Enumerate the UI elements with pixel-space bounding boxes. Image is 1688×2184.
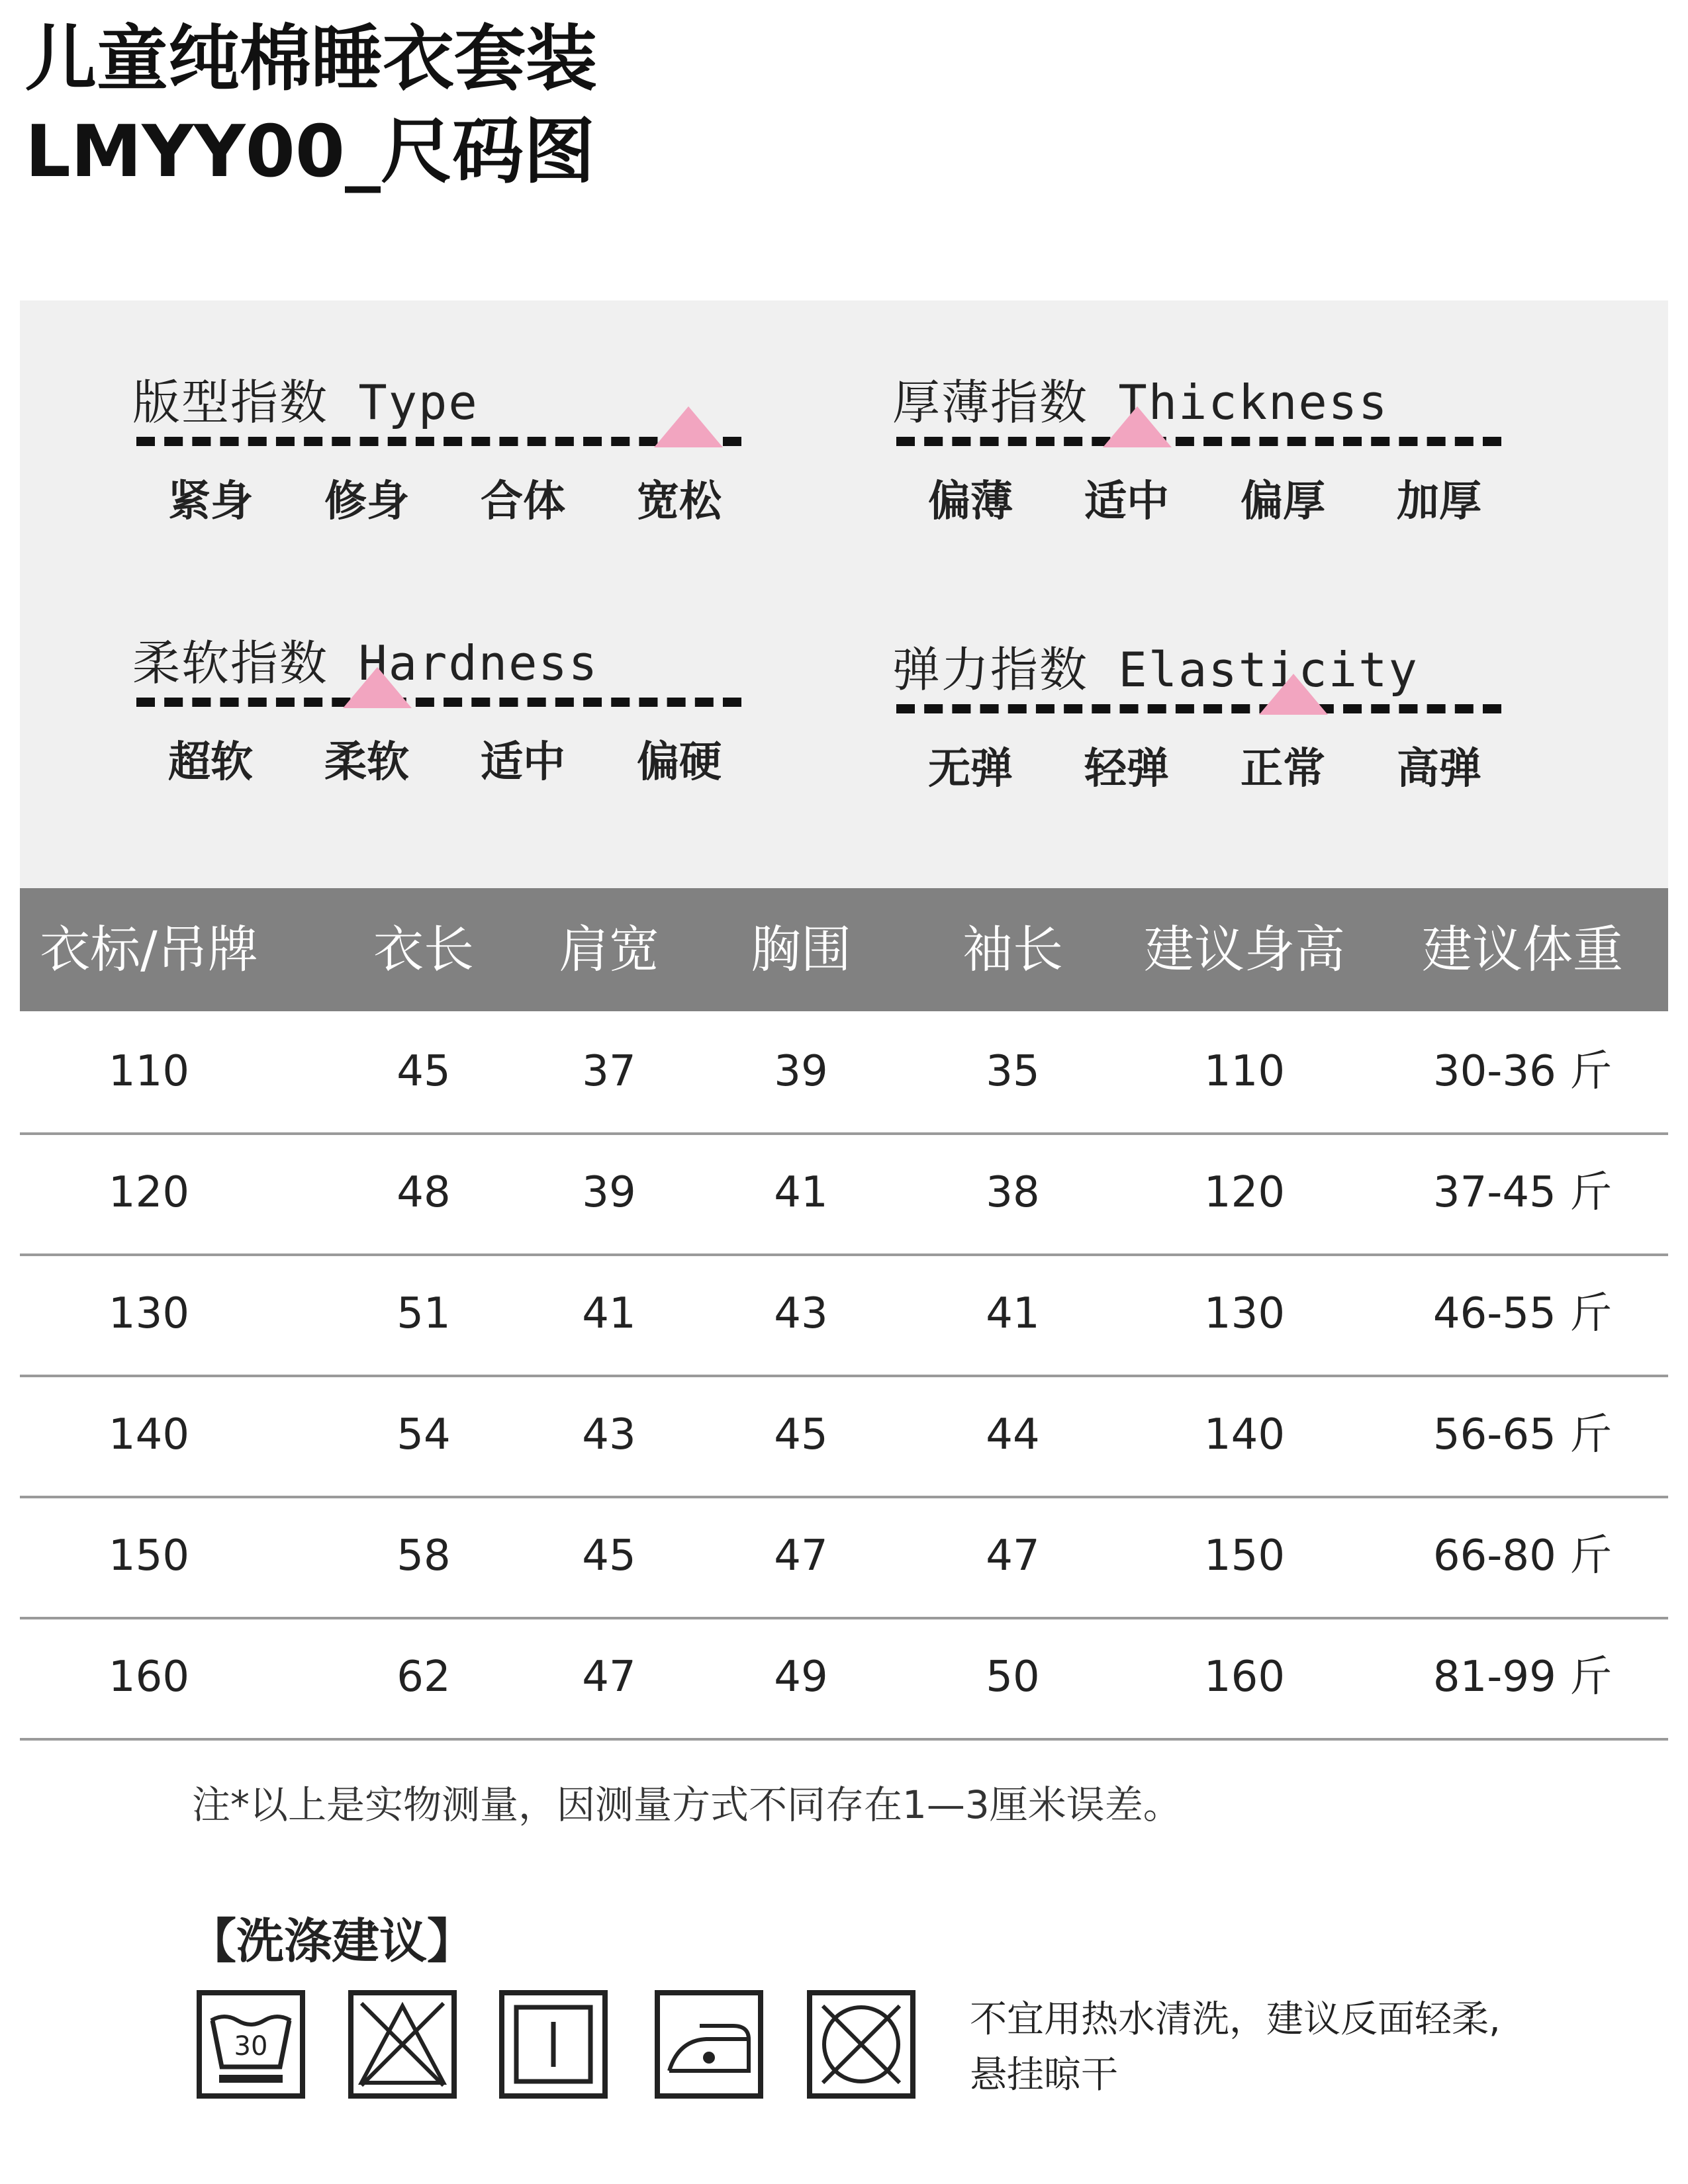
thickness-index-title: 厚薄指数 Thickness <box>892 375 1389 430</box>
cell-chest: 43 <box>774 1289 828 1338</box>
type-index-title: 版型指数 Type <box>132 375 479 430</box>
elasticity-index-title: 弹力指数 Elasticity <box>892 642 1419 698</box>
elasticity-option: 无弹 <box>928 745 1013 794</box>
cell-weight: 37-45 斤 <box>1432 1168 1613 1217</box>
cell-height: 130 <box>1203 1289 1286 1338</box>
iron-low-icon <box>653 1989 765 2100</box>
washing-heading: 【洗涤建议】 <box>189 1913 475 1969</box>
table-header <box>20 888 1668 1011</box>
cell-size: 120 <box>108 1168 190 1217</box>
thickness-option: 适中 <box>1084 477 1169 526</box>
measurement-note: 注*以上是实物测量，因测量方式不同存在1—3厘米误差。 <box>192 1782 1182 1827</box>
hardness-option: 柔软 <box>324 738 409 787</box>
cell-sleeve: 41 <box>986 1289 1040 1338</box>
type-index-marker <box>654 406 723 447</box>
hardness-index-marker <box>343 667 412 708</box>
thickness-index-marker <box>1103 406 1172 447</box>
cell-weight: 66-80 斤 <box>1432 1531 1613 1580</box>
type-option: 宽松 <box>637 477 722 526</box>
cell-length: 51 <box>397 1289 451 1338</box>
cell-sleeve: 38 <box>986 1168 1040 1217</box>
washing-instructions-line1: 不宜用热水清洗，建议反面轻柔, <box>970 1998 1501 2041</box>
cell-length: 45 <box>397 1047 451 1096</box>
cell-sleeve: 47 <box>986 1531 1040 1580</box>
cell-size: 140 <box>108 1410 190 1459</box>
type-option: 修身 <box>324 477 409 526</box>
cell-shoulder: 39 <box>582 1168 636 1217</box>
table-row <box>20 1132 1668 1256</box>
cell-chest: 39 <box>774 1047 828 1096</box>
hardness-index-scale <box>136 698 741 707</box>
cell-weight: 81-99 斤 <box>1432 1653 1613 1702</box>
table-row <box>20 1375 1668 1498</box>
column-header-length: 衣长 <box>373 920 474 979</box>
cell-shoulder: 37 <box>582 1047 636 1096</box>
cell-chest: 49 <box>774 1653 828 1702</box>
washing-instructions-line2: 悬挂晾干 <box>970 2054 1118 2097</box>
cell-size: 130 <box>108 1289 190 1338</box>
fabric-index-panel <box>20 300 1668 888</box>
hardness-option: 偏硬 <box>637 738 722 787</box>
wash-temperature-label: 30 <box>234 2031 268 2062</box>
hardness-index-title: 柔软指数 Hardness <box>132 635 599 691</box>
column-header-size-tag: 衣标/吊牌 <box>40 920 258 979</box>
cell-shoulder: 41 <box>582 1289 636 1338</box>
cell-sleeve: 50 <box>986 1653 1040 1702</box>
cell-weight: 30-36 斤 <box>1432 1047 1613 1096</box>
elasticity-option: 正常 <box>1241 745 1325 794</box>
cell-size: 110 <box>108 1047 190 1096</box>
tumble-dry-icon <box>498 1989 609 2100</box>
cell-shoulder: 45 <box>582 1531 636 1580</box>
cell-shoulder: 47 <box>582 1653 636 1702</box>
table-row <box>20 1011 1668 1135</box>
thickness-option: 偏薄 <box>928 477 1013 526</box>
elasticity-index-marker <box>1259 674 1328 715</box>
cell-length: 58 <box>397 1531 451 1580</box>
type-index-scale <box>136 437 741 446</box>
cell-weight: 56-65 斤 <box>1432 1410 1613 1459</box>
thickness-index-scale <box>896 437 1501 446</box>
cell-size: 150 <box>108 1531 190 1580</box>
elasticity-option: 轻弹 <box>1084 745 1169 794</box>
cell-height: 140 <box>1203 1410 1286 1459</box>
table-row <box>20 1253 1668 1377</box>
no-dry-clean-icon <box>806 1989 917 2100</box>
cell-length: 54 <box>397 1410 451 1459</box>
hardness-option: 适中 <box>481 738 565 787</box>
page-subtitle: LMYY00_尺码图 <box>25 111 595 193</box>
cell-weight: 46-55 斤 <box>1432 1289 1613 1338</box>
no-bleach-icon <box>347 1989 458 2100</box>
column-header-weight: 建议体重 <box>1422 920 1623 979</box>
column-header-chest: 胸围 <box>751 920 851 979</box>
cell-sleeve: 35 <box>986 1047 1040 1096</box>
page-title: 儿童纯棉睡衣套装 <box>25 18 598 101</box>
cell-size: 160 <box>108 1653 190 1702</box>
table-row <box>20 1617 1668 1741</box>
cell-length: 62 <box>397 1653 451 1702</box>
table-row <box>20 1496 1668 1619</box>
cell-height: 160 <box>1203 1653 1286 1702</box>
cell-chest: 47 <box>774 1531 828 1580</box>
cell-height: 110 <box>1203 1047 1286 1096</box>
cell-chest: 45 <box>774 1410 828 1459</box>
cell-length: 48 <box>397 1168 451 1217</box>
elasticity-option: 高弹 <box>1397 745 1481 794</box>
cell-shoulder: 43 <box>582 1410 636 1459</box>
column-header-sleeve: 袖长 <box>962 920 1063 979</box>
cell-sleeve: 44 <box>986 1410 1040 1459</box>
hardness-option: 超软 <box>168 738 253 787</box>
column-header-height: 建议身高 <box>1144 920 1345 979</box>
thickness-option: 偏厚 <box>1241 477 1325 526</box>
cell-height: 150 <box>1203 1531 1286 1580</box>
elasticity-index-scale <box>896 704 1501 713</box>
washing-instructions <box>970 1992 1501 2103</box>
cell-chest: 41 <box>774 1168 828 1217</box>
cell-height: 120 <box>1203 1168 1286 1217</box>
type-option: 紧身 <box>168 477 253 526</box>
wash-30-icon <box>195 1989 306 2100</box>
column-header-shoulder: 肩宽 <box>559 920 659 979</box>
type-option: 合体 <box>481 477 565 526</box>
thickness-option: 加厚 <box>1397 477 1481 526</box>
